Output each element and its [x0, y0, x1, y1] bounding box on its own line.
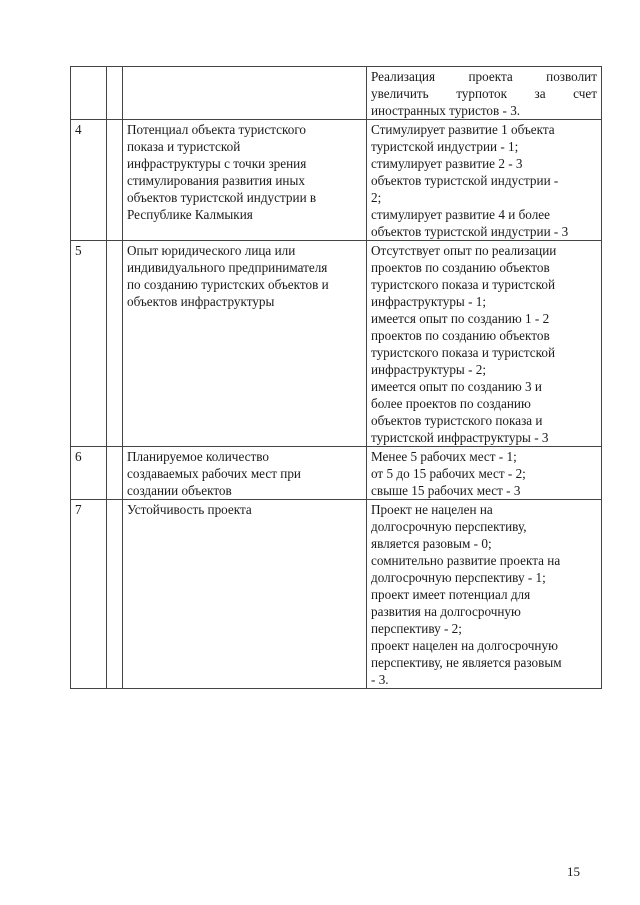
table-row	[71, 120, 602, 241]
criteria-table	[70, 66, 602, 689]
row-number: 5	[71, 241, 107, 447]
scoring-line: свыше 15 рабочих мест - 3	[371, 483, 521, 498]
scoring-line: долгосрочную перспективу,	[371, 519, 527, 534]
scoring-line: туристского показа и туристской	[371, 345, 556, 360]
scoring-line: развития на долгосрочную	[371, 604, 521, 619]
scoring-line: проект имеет потенциал для	[371, 587, 531, 602]
spacer-cell	[107, 120, 123, 241]
scoring-line: туристского показа и туристской	[371, 277, 556, 292]
name-line: индивидуального предпринимателя	[127, 260, 328, 275]
table-row	[71, 500, 602, 689]
scoring-line: Менее 5 рабочих мест - 1;	[371, 449, 517, 464]
name-line: создании объектов	[127, 483, 232, 498]
scoring-line: сомнительно развитие проекта на	[371, 553, 561, 568]
criterion-name	[123, 500, 367, 689]
table-row	[71, 241, 602, 447]
scoring-line: объектов туристского показа и	[371, 413, 543, 428]
row-number: 6	[71, 447, 107, 500]
row-number: 4	[71, 120, 107, 241]
name-line: Планируемое количество	[127, 449, 269, 464]
spacer-cell	[107, 241, 123, 447]
scoring-line: Отсутствует опыт по реализации	[371, 243, 557, 258]
scoring-line: от 5 до 15 рабочих мест - 2;	[371, 466, 526, 481]
name-line: по созданию туристских объектов и	[127, 277, 329, 292]
criterion-scoring	[367, 241, 602, 447]
scoring-line: - 3.	[371, 672, 389, 687]
scoring-line: перспективу - 2;	[371, 621, 462, 636]
scoring-line: имеется опыт по созданию 3 и	[371, 379, 542, 394]
scoring-line: Стимулирует развитие 1 объекта	[371, 122, 555, 137]
spacer-cell	[107, 447, 123, 500]
criterion-scoring	[367, 120, 602, 241]
spacer-cell	[107, 500, 123, 689]
scoring-line: объектов туристской индустрии - 3	[371, 224, 569, 239]
criterion-scoring	[367, 447, 602, 500]
scoring-line: проектов по созданию объектов	[371, 260, 550, 275]
scoring-line: является разовым - 0;	[371, 536, 492, 551]
page-number: 15	[567, 864, 580, 879]
table-row	[71, 447, 602, 500]
scoring-line: инфраструктуры - 2;	[371, 362, 487, 377]
scoring-line: более проектов по созданию	[371, 396, 531, 411]
scoring-line: 2;	[371, 190, 382, 205]
scoring-line: Проект не нацелен на	[371, 502, 493, 517]
criterion-scoring	[367, 500, 602, 689]
table-row	[71, 67, 602, 120]
scoring-line: объектов туристской индустрии -	[371, 173, 559, 188]
scoring-line: иностранных туристов - 3.	[371, 103, 521, 118]
criterion-name	[123, 67, 367, 120]
name-line: Потенциал объекта туристского	[127, 122, 307, 137]
name-line: Опыт юридического лица или	[127, 243, 296, 258]
criterion-name	[123, 241, 367, 447]
name-line: Устойчивость проекта	[127, 502, 252, 517]
name-line: инфраструктуры с точки зрения	[127, 156, 307, 171]
row-number	[71, 67, 107, 120]
scoring-line: стимулирует развитие 2 - 3	[371, 156, 523, 171]
scoring-line: перспективу, не является разовым	[371, 655, 562, 670]
name-line: объектов инфраструктуры	[127, 294, 275, 309]
spacer-cell	[107, 67, 123, 120]
name-line: показа и туристской	[127, 139, 241, 154]
scoring-line: долгосрочную перспективу - 1;	[371, 570, 546, 585]
name-line: Республике Калмыкия	[127, 207, 253, 222]
scoring-line: туристской инфраструктуры - 3	[371, 430, 549, 445]
criterion-scoring	[367, 67, 602, 120]
name-line: стимулирования развития иных	[127, 173, 305, 188]
criterion-name	[123, 447, 367, 500]
scoring-line: проект нацелен на долгосрочную	[371, 638, 558, 653]
row-number: 7	[71, 500, 107, 689]
scoring-line: инфраструктуры - 1;	[371, 294, 487, 309]
scoring-line: стимулирует развитие 4 и более	[371, 207, 550, 222]
scoring-line: Реализация проекта позволит	[371, 69, 597, 84]
name-line: создаваемых рабочих мест при	[127, 466, 301, 481]
scoring-line: туристской индустрии - 1;	[371, 139, 519, 154]
scoring-line: увеличить турпоток за счет	[371, 86, 597, 101]
name-line: объектов туристской индустрии в	[127, 190, 317, 205]
criterion-name	[123, 120, 367, 241]
scoring-line: проектов по созданию объектов	[371, 328, 550, 343]
scoring-line: имеется опыт по созданию 1 - 2	[371, 311, 550, 326]
